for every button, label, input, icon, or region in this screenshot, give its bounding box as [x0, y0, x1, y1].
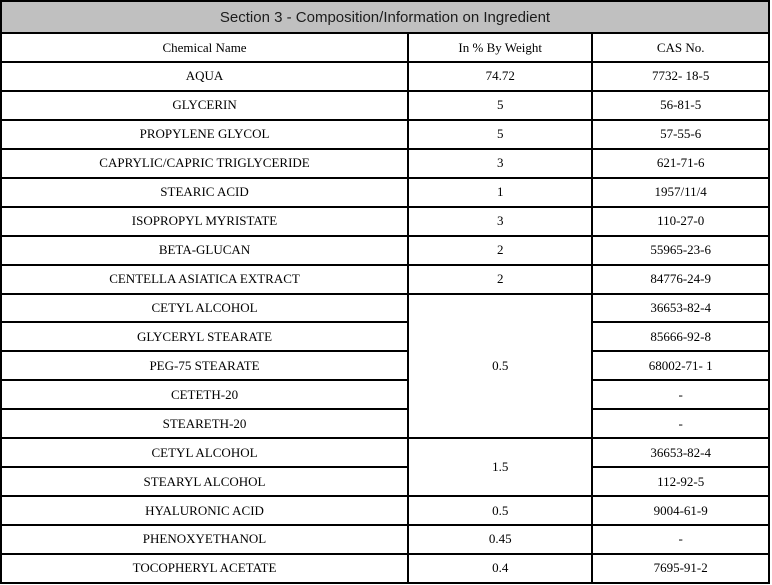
cas-number-cell: 36653-82-4: [592, 438, 769, 467]
weight-percent-cell: 1: [408, 178, 592, 207]
cas-number-cell: 7732- 18-5: [592, 62, 769, 91]
table-row: [1, 207, 769, 236]
cas-number-cell: 7695-91-2: [592, 554, 769, 583]
weight-percent-cell: 5: [408, 91, 592, 120]
weight-percent-cell: 3: [408, 207, 592, 236]
column-header-row: [1, 33, 769, 62]
table-row: [1, 409, 769, 438]
chemical-name-cell: CETYL ALCOHOL: [1, 438, 408, 467]
section-title: Section 3 - Composition/Information on Ingredient: [1, 1, 769, 33]
table-row: [1, 438, 769, 467]
cas-number-cell: 57-55-6: [592, 120, 769, 149]
table-row: [1, 351, 769, 380]
cas-number-cell: 85666-92-8: [592, 322, 769, 351]
weight-percent-cell: 3: [408, 149, 592, 178]
chemical-name-cell: STEARIC ACID: [1, 178, 408, 207]
section-title-row: [1, 1, 769, 33]
chemical-name-cell: GLYCERYL STEARATE: [1, 322, 408, 351]
chemical-name-cell: BETA-GLUCAN: [1, 236, 408, 265]
chemical-name-cell: CENTELLA ASIATICA EXTRACT: [1, 265, 408, 294]
chemical-name-cell: AQUA: [1, 62, 408, 91]
cas-number-cell: -: [592, 409, 769, 438]
table-row: [1, 380, 769, 409]
table-row: [1, 554, 769, 583]
table-row: [1, 149, 769, 178]
cas-number-cell: 55965-23-6: [592, 236, 769, 265]
col-header-chemical-name: Chemical Name: [1, 33, 408, 62]
chemical-name-cell: CAPRYLIC/CAPRIC TRIGLYCERIDE: [1, 149, 408, 178]
chemical-name-cell: PROPYLENE GLYCOL: [1, 120, 408, 149]
cas-number-cell: 36653-82-4: [592, 294, 769, 323]
table-row: [1, 91, 769, 120]
weight-percent-cell: 5: [408, 120, 592, 149]
chemical-name-cell: GLYCERIN: [1, 91, 408, 120]
col-header-cas-no: CAS No.: [592, 33, 769, 62]
chemical-name-cell: CETETH-20: [1, 380, 408, 409]
weight-percent-cell: 2: [408, 265, 592, 294]
chemical-name-cell: PHENOXYETHANOL: [1, 525, 408, 554]
cas-number-cell: 621-71-6: [592, 149, 769, 178]
table-row: [1, 62, 769, 91]
table-row: [1, 322, 769, 351]
chemical-name-cell: CETYL ALCOHOL: [1, 294, 408, 323]
cas-number-cell: 56-81-5: [592, 91, 769, 120]
weight-percent-cell: 1.5: [408, 438, 592, 496]
cas-number-cell: 84776-24-9: [592, 265, 769, 294]
cas-number-cell: -: [592, 525, 769, 554]
cas-number-cell: -: [592, 380, 769, 409]
weight-percent-cell: 0.45: [408, 525, 592, 554]
table-row: [1, 265, 769, 294]
table-row: [1, 496, 769, 525]
chemical-name-cell: STEARETH-20: [1, 409, 408, 438]
table-row: [1, 120, 769, 149]
table-row: [1, 236, 769, 265]
table-row: [1, 525, 769, 554]
table-row: [1, 178, 769, 207]
chemical-name-cell: TOCOPHERYL ACETATE: [1, 554, 408, 583]
weight-percent-cell: 0.5: [408, 294, 592, 439]
table-row: [1, 467, 769, 496]
cas-number-cell: 9004-61-9: [592, 496, 769, 525]
weight-percent-cell: 0.4: [408, 554, 592, 583]
col-header-weight-percent: In % By Weight: [408, 33, 592, 62]
chemical-name-cell: ISOPROPYL MYRISTATE: [1, 207, 408, 236]
table-body: [1, 62, 769, 583]
weight-percent-cell: 2: [408, 236, 592, 265]
chemical-name-cell: HYALURONIC ACID: [1, 496, 408, 525]
chemical-name-cell: STEARYL ALCOHOL: [1, 467, 408, 496]
table-row: [1, 294, 769, 323]
cas-number-cell: 68002-71- 1: [592, 351, 769, 380]
cas-number-cell: 110-27-0: [592, 207, 769, 236]
cas-number-cell: 1957/11/4: [592, 178, 769, 207]
weight-percent-cell: 0.5: [408, 496, 592, 525]
chemical-name-cell: PEG-75 STEARATE: [1, 351, 408, 380]
cas-number-cell: 112-92-5: [592, 467, 769, 496]
weight-percent-cell: 74.72: [408, 62, 592, 91]
